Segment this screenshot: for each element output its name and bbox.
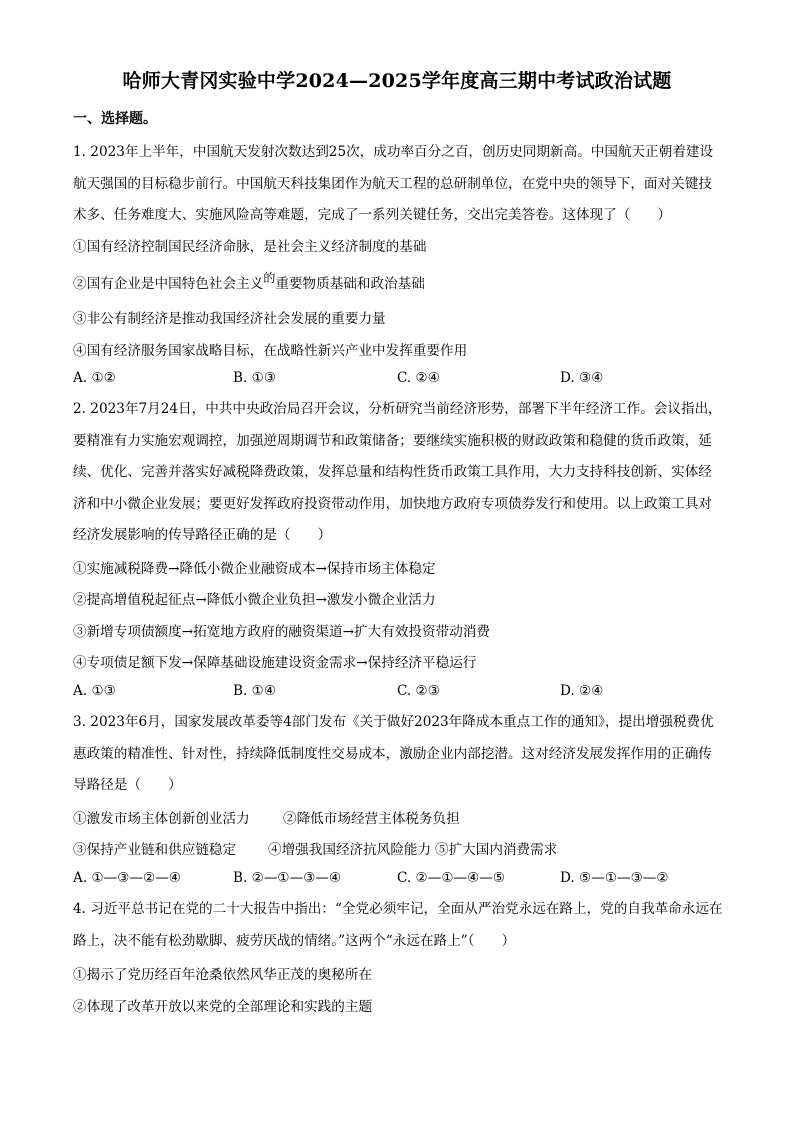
q2-option-d[interactable]: D. ②④ (560, 683, 604, 699)
q3-statement-1: ①激发市场主体创新创业活力 (73, 811, 250, 827)
q3-statement-4: ④增强我国经济抗风险能力 (268, 842, 432, 858)
q3-option-b[interactable]: B. ②—①—③—④ (233, 870, 342, 886)
page-title: 哈师大青冈实验中学2024—2025学年度高三期中考试政治试题 (122, 70, 672, 92)
q1-option-b[interactable]: B. ①③ (233, 370, 277, 386)
q1-option-c[interactable]: C. ②④ (397, 370, 440, 386)
q2-statement-4: ④专项债足额下发→保障基础设施建设资金需求→保持经济平稳运行 (73, 655, 477, 671)
question-4-stem: 4. 习近平总书记在党的二十大报告中指出：“全党必须牢记，全面从严治党永远在路上，党的自我革命永远在路上，决不能有松劲歇脚、疲劳厌战的情绪。”这两个“永远在路上”（ ） (73, 901, 723, 949)
q1-statement-3: ③非公有制经济是推动我国经济社会发展的重要力量 (73, 311, 386, 327)
question-3-stem: 3. 2023年6月，国家发展改革委等4部门发布《关于做好2023年降成本重点工作的通知》，提出增强税费优惠政策的精准性、针对性，持续降低制度性交易成本，激励企业内部挖潜。这对经济发展发挥作用的正确传导路径是（ ） (73, 714, 714, 793)
q3-statement-row-1 (73, 807, 723, 827)
q2-options (73, 683, 723, 703)
q2-statement-3: ③新增专项债额度→拓宽地方政府的融资渠道→扩大有效投资带动消费 (73, 624, 490, 640)
q1-statement-2: ②国有企业是中国特色社会主义的重要物质基础和政治基础 (73, 271, 425, 292)
q2-option-c[interactable]: C. ②③ (397, 683, 440, 699)
q1-statement-1: ①国有经济控制国民经济命脉，是社会主义经济制度的基础 (73, 239, 427, 255)
q4-statement-2: ②体现了改革开放以来党的全部理论和实践的主题 (73, 999, 373, 1015)
question-1-stem: 1. 2023年上半年，中国航天发射次数达到25次，成功率百分之百，创历史同期新高。中国航天正朝着建设航天强国的目标稳步前行。中国航天科技集团作为航天工程的总研制单位，在党中央的领导下，面对关键技术多、任务难度大、实施风险高等难题，完成了一系列关键任务，交出完美答卷。这体现了（ ） (73, 144, 714, 223)
q4-statement-1: ①揭示了党历经百年沧桑依然风华正茂的奥秘所在 (73, 967, 373, 983)
question-2-stem: 2. 2023年7月24日，中共中央政治局召开会议，分析研究当前经济形势，部署下半年经济工作。会议指出，要精准有力实施宏观调控，加强逆周期调节和政策储备；要继续实施积极的财政政策和稳健的货币政策，延续、优化、完善并落实好减税降费政策，发挥总量和结构性货币政策工具作用，大力支持科技创新、实体经济和中小微企业发展；要更好发挥政府投资带动作用，加快地方政府专项债券发行和使用。以上政策工具对经济发展影响的传导路径正确的是（ ） (73, 401, 722, 543)
q1-statement-4: ④国有经济服务国家战略目标，在战略性新兴产业中发挥重要作用 (73, 343, 468, 359)
q3-statement-3: ③保持产业链和供应链稳定 (73, 842, 237, 858)
q2-statement-1: ①实施减税降费→降低小微企业融资成本→保持市场主体稳定 (73, 561, 436, 577)
q3-statement-2: ②降低市场经营主体税务负担 (283, 811, 460, 827)
q3-option-d[interactable]: D. ⑤—①—③—② (560, 870, 669, 886)
q3-options (73, 870, 723, 890)
q2-option-a[interactable]: A. ①③ (73, 683, 116, 699)
q3-statement-5: ⑤扩大国内消费需求 (435, 842, 558, 858)
q1-option-a[interactable]: A. ①② (73, 370, 116, 386)
q3-option-a[interactable]: A. ①—③—②—④ (73, 870, 181, 886)
q3-option-c[interactable]: C. ②—①—④—⑤ (397, 870, 506, 886)
q2-statement-2: ②提高增值税起征点→降低小微企业负担→激发小微企业活力 (73, 592, 436, 608)
q1-option-d[interactable]: D. ③④ (560, 370, 604, 386)
q2-option-b[interactable]: B. ①④ (233, 683, 277, 699)
q3-statement-row-2 (73, 838, 723, 858)
q1-options (73, 370, 723, 390)
section-heading: 一、选择题。 (73, 111, 157, 127)
